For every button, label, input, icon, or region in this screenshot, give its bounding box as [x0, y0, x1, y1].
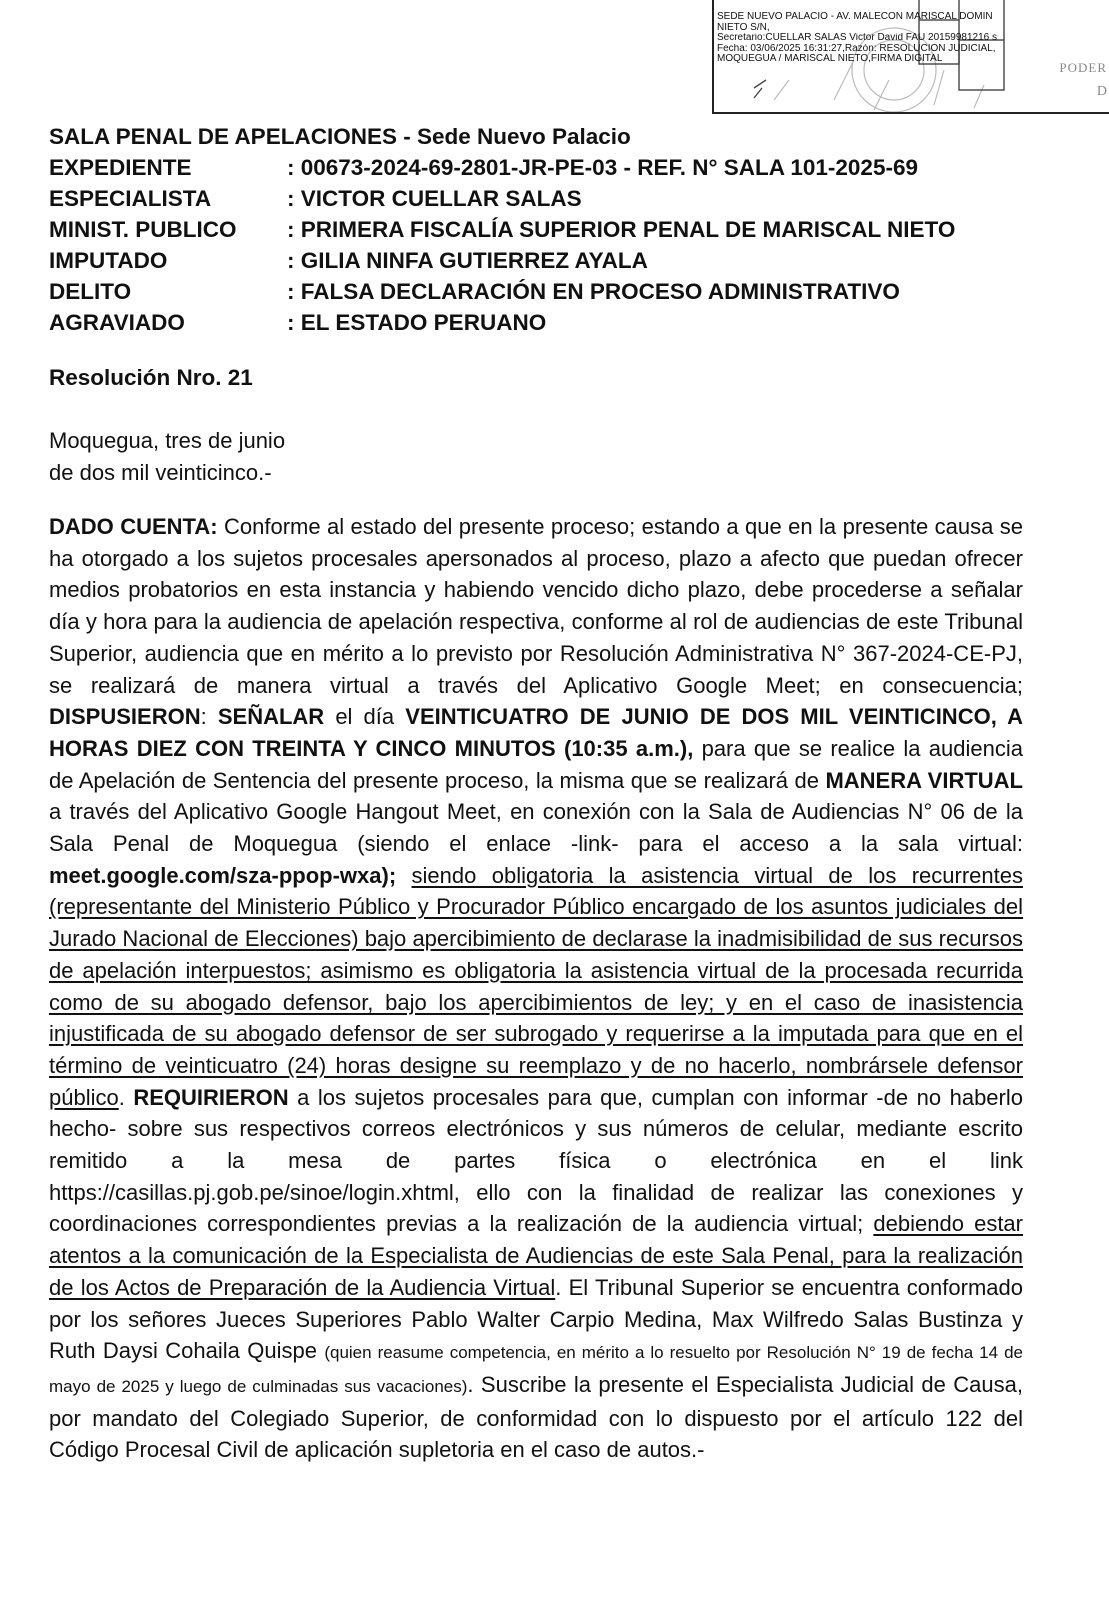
competence-note: (quien reasume competencia, en mérito a lo resuelto por Resolución N° 19 de fecha 14 de mayo de 2025 y luego de culminadas sus vacaciones): [49, 1343, 1023, 1396]
header-label: EXPEDIENTE: [49, 155, 192, 180]
body-text: . El Tribunal Superior se encuentra conformado por los señores Jueces Superiores Pablo Walter Carpio Medina, Max Wilfredo Salas Bustinza y Ruth Daysi Cohaila Quispe: [49, 1274, 1023, 1364]
header-value: : EL ESTADO PERUANO: [287, 310, 547, 335]
requirieron-keyword: REQUIRIERON: [133, 1084, 289, 1110]
header-row-imputado: [49, 245, 955, 276]
stamp-line: MOQUEGUA / MARISCAL NIETO,FIRMA DIGITAL: [717, 54, 943, 64]
resolution-date: [49, 425, 285, 488]
body-text: a los sujetos procesales para que, cumplan con informar -de no haberlo hecho- sobre sus respectivos correos electrónicos y sus números de celular, mediante escrito remitido a la mesa de partes física o electrónica en el link https://casillas.pj.gob.pe/sinoe/login.xhtml, ello con la finalidad de realizar las conexiones y coordinaciones correspondientes previas a la realización de la audiencia virtual;: [49, 1084, 1023, 1237]
body-text: a través del Aplicativo Google Hangout Meet, en conexión con la Sala de Audiencias N° 06 de la Sala Penal de Moquegua (siendo el enlace -link- para el acceso a la sala virtual:: [49, 799, 1023, 857]
header-label: IMPUTADO: [49, 248, 168, 273]
header-row-agraviado: [49, 307, 955, 338]
senalar-keyword: SEÑALAR: [217, 704, 325, 730]
header-row-delito: [49, 276, 955, 307]
body-text: el día: [324, 704, 406, 730]
header-value: : PRIMERA FISCALÍA SUPERIOR PENAL DE MARISCAL NIETO: [287, 217, 956, 242]
seal-letter: D: [1096, 84, 1107, 99]
header-label: DELITO: [49, 279, 132, 304]
case-header: [49, 121, 955, 338]
resolution-number: Resolución Nro. 21: [49, 365, 253, 390]
body-text: .: [118, 1084, 134, 1110]
stamp-line: SEDE NUEVO PALACIO - AV. MALECON MARISCAL DOMIN: [717, 12, 993, 22]
dispusieron-keyword: DISPUSIERON: [49, 704, 201, 730]
header-value: : VICTOR CUELLAR SALAS: [287, 186, 582, 211]
header-row-expediente: [49, 152, 955, 183]
resolution-body: [49, 511, 1023, 1466]
header-value: : GILIA NINFA GUTIERREZ AYALA: [287, 248, 648, 273]
header-label: MINIST. PUBLICO: [49, 217, 237, 242]
stamp-line: Fecha: 03/06/2025 16:31:27,Razón: RESOLUCIÓN JUDICIAL,: [717, 43, 996, 54]
manera-virtual-keyword: MANERA VIRTUAL: [825, 767, 1023, 793]
header-value: : 00673-2024-69-2801-JR-PE-03 - REF. N° SALA 101-2025-69: [287, 155, 918, 180]
header-value: : FALSA DECLARACIÓN EN PROCESO ADMINISTRATIVO: [287, 279, 900, 304]
digital-signature-stamp: [712, 0, 1109, 114]
header-row-ministerio-publico: [49, 214, 955, 245]
body-text: Conforme al estado del presente proceso; estando a que en la presente causa se ha otorgado a los sujetos procesales apersonados al proceso, plazo a afecto que puedan ofrecer medios probatorios en esta instancia y habiendo vencido dicho plazo, debe procederse a señalar día y hora para la audiencia de apelación respectiva, conforme al rol de audiencias de este Tribunal Superior, audiencia que en mérito a lo previsto por Resolución Administrativa N° 367-2024-CE-PJ, se realizará de manera virtual a través del Aplicativo Google Meet; en consecuencia;: [49, 514, 1024, 698]
stamp-line: Secretario:CUELLAR SALAS Victor David FAU 20159981216 s: [717, 33, 997, 43]
header-label: ESPECIALISTA: [49, 186, 212, 211]
body-text: :: [200, 704, 218, 730]
meet-link: meet.google.com/sza-ppop-wxa);: [49, 862, 397, 888]
header-row-especialista: [49, 183, 955, 214]
body-text: [396, 863, 411, 888]
attendance-warning: siendo obligatoria la asistencia virtual de los recurrentes (representante del Ministerio Público y Procurador Público encargado de los asuntos judiciales del Jurado Nacional de Elecciones) bajo apercibimiento de declarase la inadmisibilidad de sus recursos de apelación interpuestos; asimismo es obligatoria la asistencia virtual de la procesada recurrida como de su abogado defensor, bajo los apercibimientos de ley; y en el caso de inasistencia injustificada de su abogado defensor de ser subrogado y requerirse a la imputada para que en el término de veinticuatro (24) horas designe su reemplazo y de no hacerlo, nombrársele defensor público: [49, 862, 1023, 1110]
body-text: para que se realice la audiencia de Apelación de Sentencia del presente proceso, la misma que se realizará de: [49, 735, 1023, 793]
dado-cuenta-heading: DADO CUENTA:: [49, 514, 218, 539]
header-label: AGRAVIADO: [49, 310, 185, 335]
court-name: SALA PENAL DE APELACIONES - Sede Nuevo Palacio: [49, 124, 631, 149]
date-line: de dos mil veinticinco.-: [49, 459, 272, 485]
preparation-notice: debiendo estar atentos a la comunicación de la Especialista de Audiencias de este Sala Penal, para la realización de los Actos de Preparación de la Audiencia Virtual: [49, 1211, 1023, 1300]
stamp-text: [717, 12, 1109, 65]
hearing-date: VEINTICUATRO DE JUNIO DE DOS MIL VEINTICINCO, A HORAS DIEZ CON TREINTA Y CINCO MINUTOS (10:35 a.m.),: [49, 704, 1024, 761]
seal-text: PODER: [1059, 60, 1107, 75]
body-text: . Suscribe la presente el Especialista Judicial de Causa, por mandato del Colegiado Superior, de conformidad con lo dispuesto por el artículo 122 del Código Procesal Civil de aplicación supletoria en el caso de autos.-: [49, 1371, 1023, 1463]
stamp-line: NIETO S/N,: [717, 22, 770, 33]
date-line: Moquegua, tres de junio: [49, 428, 286, 453]
